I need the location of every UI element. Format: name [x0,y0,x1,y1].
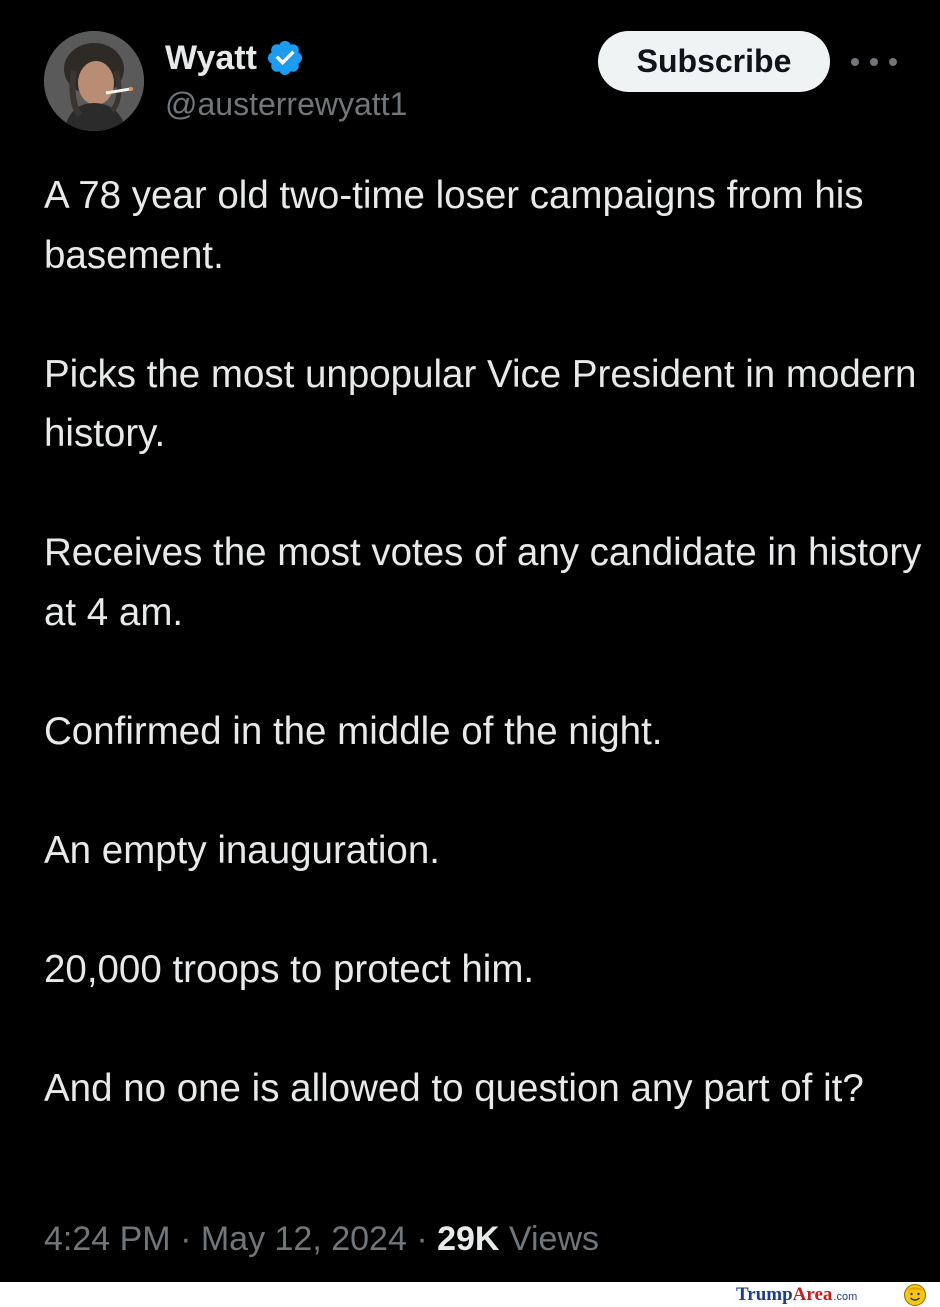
views-count[interactable]: 29K [437,1220,500,1258]
tweet-paragraph: 20,000 troops to protect him. [44,947,535,991]
more-options-icon[interactable] [851,48,897,76]
verified-badge-icon[interactable] [265,38,305,78]
tweet-paragraph: Confirmed in the middle of the night. [44,709,663,753]
watermark-part1: Trump [736,1284,793,1305]
watermark-suffix: .com [833,1291,858,1303]
tweet-date[interactable]: May 12, 2024 [200,1220,407,1258]
more-dot [870,58,878,66]
more-dot [889,58,897,66]
author-avatar[interactable] [44,31,144,131]
subscribe-button[interactable]: Subscribe [598,31,830,92]
tweet-meta [44,1220,599,1259]
avatar-image [44,31,144,131]
tweet-paragraph: An empty inauguration. [44,828,440,872]
author-name-row [165,36,305,80]
author-handle[interactable]: @austerrewyatt1 [165,86,408,122]
watermark-part2: Area [792,1284,833,1305]
tweet-paragraph: A 78 year old two-time loser campaigns from his basement. [44,174,864,277]
author-display-name[interactable]: Wyatt [165,38,257,77]
views-label: Views [499,1220,599,1258]
meta-separator: · [170,1220,201,1258]
site-watermark [736,1283,857,1307]
tweet-paragraph: Picks the most unpopular Vice President in modern history. [44,352,917,455]
tweet-paragraph: Receives the most votes of any candidate in history at 4 am. [44,531,922,634]
meta-separator: · [406,1220,438,1258]
tweet-paragraph: And no one is allowed to question any part of it? [44,1066,864,1110]
tweet-time[interactable]: 4:24 PM [44,1220,171,1258]
more-dot [851,58,859,66]
tweet-text [44,166,924,1118]
watermark-face-icon [903,1283,927,1307]
